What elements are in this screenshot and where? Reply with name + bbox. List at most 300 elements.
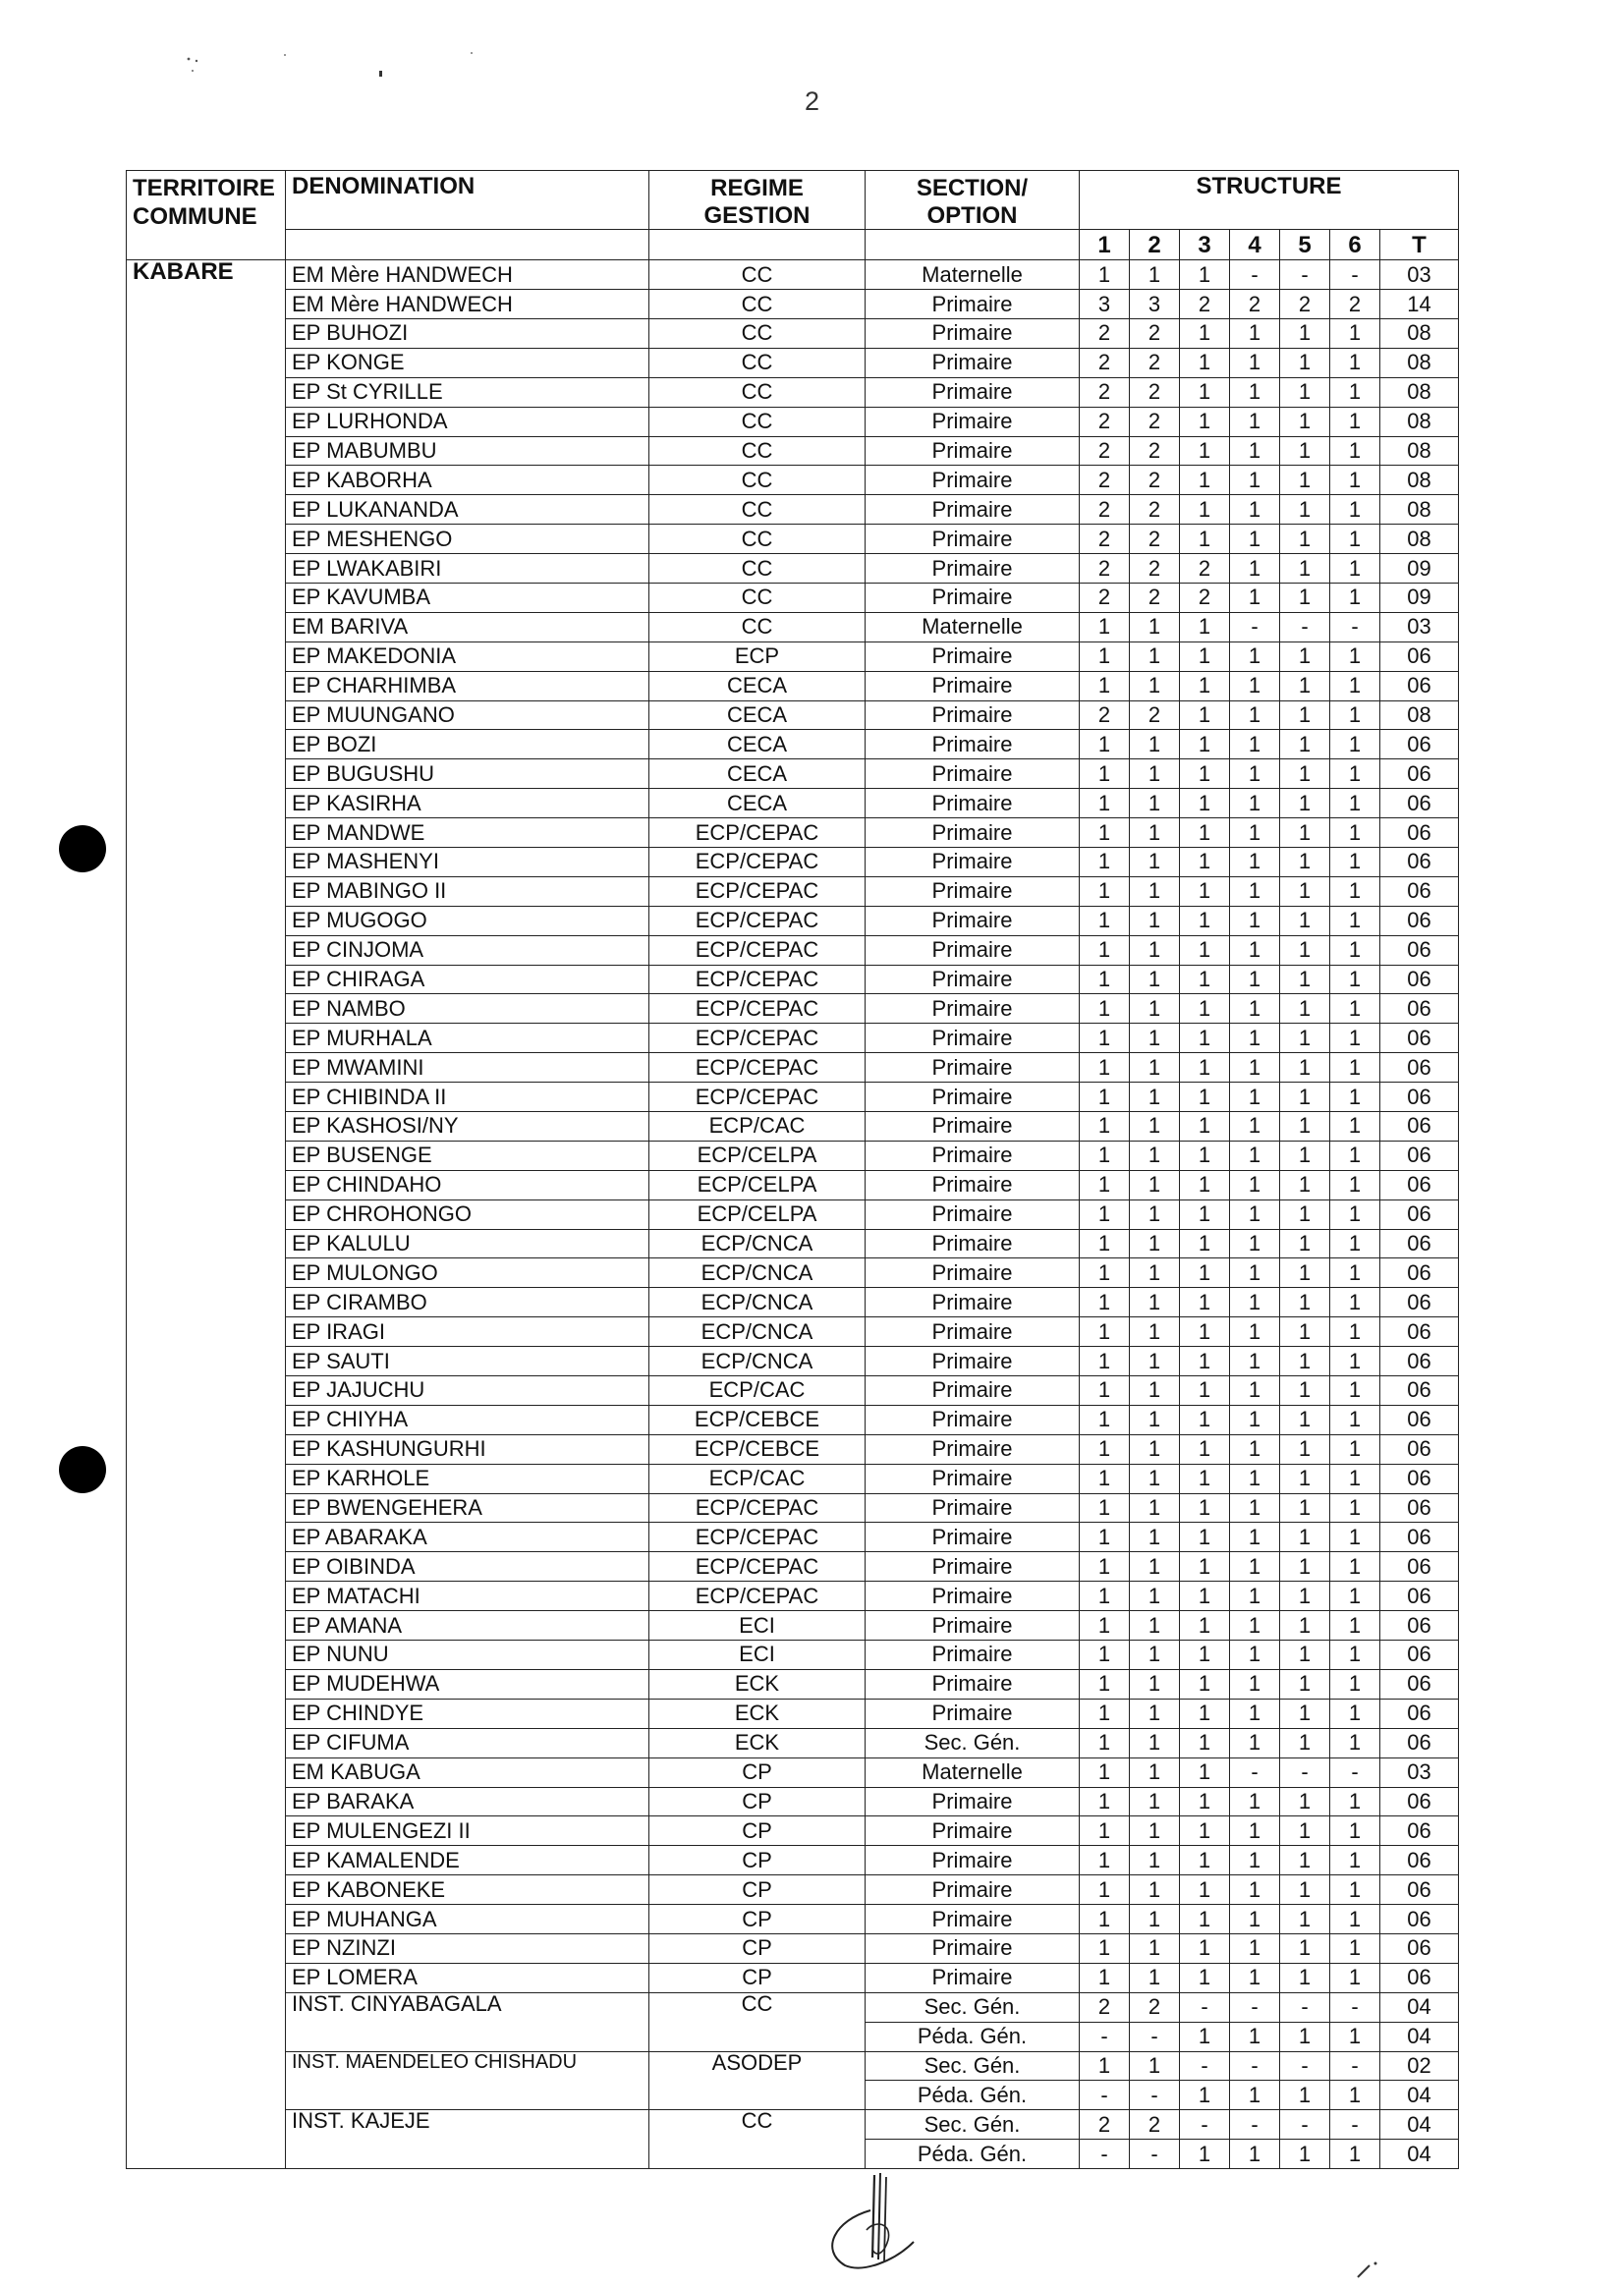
structure-value-3: 1 — [1180, 848, 1230, 877]
structure-total: 06 — [1380, 876, 1459, 906]
territoire-commune-header — [127, 171, 286, 260]
regime-gestion: CC — [649, 495, 866, 525]
table-row — [127, 789, 1459, 818]
structure-value-5: 1 — [1280, 759, 1330, 789]
structure-value-1: 1 — [1080, 906, 1130, 935]
structure-value-6: 1 — [1330, 730, 1380, 759]
structure-value-1: 1 — [1080, 818, 1130, 848]
section-option: Primaire — [866, 1405, 1080, 1434]
structure-value-3: 1 — [1180, 1611, 1230, 1641]
structure-total: 06 — [1380, 1611, 1459, 1641]
structure-value-2: 1 — [1130, 730, 1180, 759]
structure-value-4: 1 — [1230, 1933, 1280, 1963]
structure-value-5: 1 — [1280, 935, 1330, 965]
regime-gestion: CECA — [649, 700, 866, 730]
section-option: Primaire — [866, 525, 1080, 554]
structure-value-3: 1 — [1180, 1347, 1230, 1376]
structure-value-4: 1 — [1230, 1669, 1280, 1699]
section-option: Sec. Gén. — [866, 1992, 1080, 2022]
regime-gestion: CC — [649, 583, 866, 612]
school-name: EP OIBINDA — [286, 1552, 649, 1582]
section-option: Primaire — [866, 1582, 1080, 1611]
structure-value-5: 1 — [1280, 1288, 1330, 1317]
structure-value-1: 2 — [1080, 700, 1130, 730]
table-row — [127, 1669, 1459, 1699]
structure-value-2: 1 — [1130, 1464, 1180, 1493]
regime-gestion: ECP/CNCA — [649, 1317, 866, 1347]
option-label: OPTION — [926, 201, 1018, 229]
structure-value-6: 1 — [1330, 876, 1380, 906]
structure-value-2: 2 — [1130, 2110, 1180, 2140]
structure-value-6: 1 — [1330, 1229, 1380, 1258]
structure-value-3: 1 — [1180, 1846, 1230, 1875]
regime-gestion: CP — [649, 1875, 866, 1905]
structure-value-6: 1 — [1330, 436, 1380, 466]
structure-value-2: 1 — [1130, 1641, 1180, 1670]
table-row — [127, 1288, 1459, 1317]
structure-total: 08 — [1380, 407, 1459, 436]
territoire-cell: KABARE — [127, 260, 286, 2169]
structure-value-2: 1 — [1130, 1582, 1180, 1611]
structure-value-3: 1 — [1180, 348, 1230, 377]
regime-gestion: ECP/CEPAC — [649, 848, 866, 877]
regime-gestion: CC — [649, 318, 866, 348]
structure-value-1: 1 — [1080, 935, 1130, 965]
structure-value-6: 1 — [1330, 641, 1380, 671]
structure-value-4: 1 — [1230, 730, 1280, 759]
regime-gestion: CP — [649, 1963, 866, 1992]
section-option: Primaire — [866, 1170, 1080, 1199]
section-option: Primaire — [866, 1846, 1080, 1875]
corner-pen-mark — [1356, 2259, 1385, 2279]
regime-gestion: CC — [649, 554, 866, 584]
structure-value-6: 1 — [1330, 525, 1380, 554]
structure-value-6: 1 — [1330, 818, 1380, 848]
section-option: Primaire — [866, 906, 1080, 935]
structure-value-5: 1 — [1280, 730, 1330, 759]
structure-value-5: 1 — [1280, 994, 1330, 1024]
school-name: EP KONGE — [286, 348, 649, 377]
structure-value-2: 1 — [1130, 1728, 1180, 1757]
school-name: EP JAJUCHU — [286, 1376, 649, 1406]
table-row — [127, 1024, 1459, 1053]
structure-value-5: 1 — [1280, 1728, 1330, 1757]
structure-value-4: 1 — [1230, 1288, 1280, 1317]
structure-value-3: 1 — [1180, 466, 1230, 495]
section-option: Péda. Gén. — [866, 2022, 1080, 2051]
header-row — [127, 171, 1459, 230]
structure-value-3: 1 — [1180, 1641, 1230, 1670]
school-name: EP MUUNGANO — [286, 700, 649, 730]
regime-gestion: CC — [649, 260, 866, 290]
table-row — [127, 1405, 1459, 1434]
structure-value-6: 1 — [1330, 2022, 1380, 2051]
structure-value-5: 1 — [1280, 1083, 1330, 1112]
structure-value-5: 1 — [1280, 1112, 1330, 1142]
section-option: Primaire — [866, 965, 1080, 994]
table-row — [127, 876, 1459, 906]
school-name: EP MASHENYI — [286, 848, 649, 877]
structure-col-1: 1 — [1080, 230, 1130, 260]
structure-value-2: 1 — [1130, 906, 1180, 935]
structure-value-3: 1 — [1180, 935, 1230, 965]
structure-value-3: 1 — [1180, 1875, 1230, 1905]
structure-value-6: 1 — [1330, 377, 1380, 407]
regime-gestion: CP — [649, 1846, 866, 1875]
structure-value-2: 2 — [1130, 348, 1180, 377]
structure-value-2: 2 — [1130, 583, 1180, 612]
structure-value-5: 1 — [1280, 583, 1330, 612]
structure-value-4: 1 — [1230, 1787, 1280, 1816]
structure-total: 14 — [1380, 290, 1459, 319]
regime-label: REGIME — [710, 175, 804, 201]
structure-value-6: 1 — [1330, 407, 1380, 436]
structure-value-1: 1 — [1080, 994, 1130, 1024]
structure-value-2: - — [1130, 2140, 1180, 2169]
structure-value-4: 1 — [1230, 1552, 1280, 1582]
school-name: EP CHINDYE — [286, 1699, 649, 1728]
structure-total: 06 — [1380, 1699, 1459, 1728]
structure-value-6: 1 — [1330, 1258, 1380, 1288]
structure-value-1: 1 — [1080, 1787, 1130, 1816]
structure-value-6: 1 — [1330, 2081, 1380, 2110]
structure-value-5: 1 — [1280, 1905, 1330, 1934]
structure-value-4: 1 — [1230, 2081, 1280, 2110]
structure-value-3: 1 — [1180, 1024, 1230, 1053]
structure-col-total: T — [1380, 230, 1459, 260]
structure-value-5: 1 — [1280, 848, 1330, 877]
regime-subheader-blank — [649, 230, 866, 260]
school-name: EP St CYRILLE — [286, 377, 649, 407]
table-row — [127, 1846, 1459, 1875]
table-row — [127, 818, 1459, 848]
table-row — [127, 1493, 1459, 1523]
structure-value-5: 1 — [1280, 554, 1330, 584]
regime-gestion: ECP/CEPAC — [649, 994, 866, 1024]
structure-total: 06 — [1380, 1523, 1459, 1552]
table-row — [127, 318, 1459, 348]
structure-value-6: 1 — [1330, 1493, 1380, 1523]
table-row — [127, 1053, 1459, 1083]
structure-value-1: 2 — [1080, 348, 1130, 377]
structure-value-6: - — [1330, 260, 1380, 290]
structure-value-2: 1 — [1130, 1552, 1180, 1582]
regime-gestion: CC — [649, 466, 866, 495]
structure-value-3: 1 — [1180, 1317, 1230, 1347]
structure-value-6: - — [1330, 1992, 1380, 2022]
structure-value-5: 1 — [1280, 1405, 1330, 1434]
structure-value-4: 1 — [1230, 554, 1280, 584]
structure-value-1: 1 — [1080, 1347, 1130, 1376]
structure-value-1: 2 — [1080, 554, 1130, 584]
structure-value-6: 1 — [1330, 1905, 1380, 1934]
structure-value-2: 1 — [1130, 641, 1180, 671]
section-option: Primaire — [866, 759, 1080, 789]
structure-value-3: 1 — [1180, 1523, 1230, 1552]
structure-value-1: 1 — [1080, 1258, 1130, 1288]
structure-total: 06 — [1380, 1405, 1459, 1434]
section-option: Primaire — [866, 1963, 1080, 1992]
structure-value-1: 1 — [1080, 2051, 1130, 2081]
structure-value-1: 1 — [1080, 1728, 1130, 1757]
section-option: Primaire — [866, 466, 1080, 495]
structure-value-6: 1 — [1330, 2140, 1380, 2169]
section-option: Primaire — [866, 789, 1080, 818]
school-name: EP NAMBO — [286, 994, 649, 1024]
structure-col-4: 4 — [1230, 230, 1280, 260]
structure-value-6: 1 — [1330, 1552, 1380, 1582]
structure-value-6: 1 — [1330, 1582, 1380, 1611]
structure-value-4: 1 — [1230, 348, 1280, 377]
school-name: EP KASHUNGURHI — [286, 1434, 649, 1464]
structure-value-5: 1 — [1280, 407, 1330, 436]
regime-gestion: CC — [649, 525, 866, 554]
structure-value-2: 1 — [1130, 1024, 1180, 1053]
school-name: EP MULONGO — [286, 1258, 649, 1288]
structure-value-2: 2 — [1130, 554, 1180, 584]
structure-value-3: 1 — [1180, 1699, 1230, 1728]
structure-value-5: 1 — [1280, 1552, 1330, 1582]
table-row — [127, 612, 1459, 641]
binder-punch-hole — [59, 825, 106, 872]
school-name: EP LOMERA — [286, 1963, 649, 1992]
structure-header: STRUCTURE — [1080, 171, 1459, 230]
structure-value-5: 1 — [1280, 348, 1330, 377]
structure-total: 03 — [1380, 260, 1459, 290]
structure-value-3: 1 — [1180, 495, 1230, 525]
structure-value-5: 1 — [1280, 1611, 1330, 1641]
school-name: EP CHIBINDA II — [286, 1083, 649, 1112]
structure-value-2: 1 — [1130, 1405, 1180, 1434]
structure-total: 06 — [1380, 1317, 1459, 1347]
structure-value-5: 1 — [1280, 1493, 1330, 1523]
structure-value-2: 1 — [1130, 876, 1180, 906]
structure-value-4: - — [1230, 612, 1280, 641]
table-row — [127, 554, 1459, 584]
structure-value-6: 1 — [1330, 1199, 1380, 1229]
structure-value-3: 1 — [1180, 876, 1230, 906]
structure-value-4: 1 — [1230, 1963, 1280, 1992]
structure-value-5: - — [1280, 612, 1330, 641]
structure-value-6: - — [1330, 612, 1380, 641]
school-name: EP KASIRHA — [286, 789, 649, 818]
structure-value-2: 1 — [1130, 848, 1180, 877]
school-name: EP MUDEHWA — [286, 1669, 649, 1699]
table-row — [127, 994, 1459, 1024]
school-name: EP MABINGO II — [286, 876, 649, 906]
structure-value-5: 1 — [1280, 1199, 1330, 1229]
regime-gestion: ECP/CEPAC — [649, 1523, 866, 1552]
school-name: EP CINJOMA — [286, 935, 649, 965]
structure-total: 06 — [1380, 935, 1459, 965]
section-option: Primaire — [866, 290, 1080, 319]
structure-total: 06 — [1380, 1199, 1459, 1229]
structure-total: 06 — [1380, 965, 1459, 994]
table-row — [127, 1992, 1459, 2022]
table-row — [127, 436, 1459, 466]
school-name: EP BWENGEHERA — [286, 1493, 649, 1523]
structure-value-3: 1 — [1180, 759, 1230, 789]
section-option: Primaire — [866, 1053, 1080, 1083]
structure-value-4: 1 — [1230, 1083, 1280, 1112]
regime-gestion: CC — [649, 612, 866, 641]
structure-value-5: 2 — [1280, 290, 1330, 319]
structure-value-1: 1 — [1080, 1083, 1130, 1112]
structure-value-3: 1 — [1180, 1816, 1230, 1846]
regime-gestion: CECA — [649, 730, 866, 759]
regime-gestion: ECK — [649, 1728, 866, 1757]
structure-value-2: 1 — [1130, 1757, 1180, 1787]
structure-value-5: 1 — [1280, 436, 1330, 466]
structure-total: 04 — [1380, 2081, 1459, 2110]
section-option: Primaire — [866, 1552, 1080, 1582]
structure-value-6: - — [1330, 2051, 1380, 2081]
structure-value-4: 1 — [1230, 407, 1280, 436]
structure-value-3: 2 — [1180, 583, 1230, 612]
handwritten-signature — [815, 2171, 924, 2279]
section-option: Primaire — [866, 1787, 1080, 1816]
structure-value-3: 1 — [1180, 1787, 1230, 1816]
section-option: Primaire — [866, 318, 1080, 348]
structure-value-5: - — [1280, 2110, 1330, 2140]
institute-name: INST. CINYABAGALA — [286, 1992, 649, 2051]
structure-value-3: 1 — [1180, 671, 1230, 700]
structure-value-2: 1 — [1130, 1288, 1180, 1317]
structure-value-5: 1 — [1280, 2140, 1330, 2169]
structure-value-5: 1 — [1280, 1434, 1330, 1464]
structure-subheader-row — [127, 230, 1459, 260]
structure-value-6: 1 — [1330, 1288, 1380, 1317]
structure-value-3: 1 — [1180, 318, 1230, 348]
structure-value-1: 2 — [1080, 1992, 1130, 2022]
structure-value-3: 1 — [1180, 789, 1230, 818]
structure-value-6: 1 — [1330, 1464, 1380, 1493]
structure-value-4: 1 — [1230, 818, 1280, 848]
structure-value-4: 1 — [1230, 1112, 1280, 1142]
school-name: EP SAUTI — [286, 1347, 649, 1376]
structure-value-5: 1 — [1280, 1258, 1330, 1288]
section-option: Primaire — [866, 1816, 1080, 1846]
structure-value-4: 1 — [1230, 1024, 1280, 1053]
structure-value-6: 1 — [1330, 1317, 1380, 1347]
structure-value-2: 1 — [1130, 1669, 1180, 1699]
section-option: Primaire — [866, 1288, 1080, 1317]
structure-value-3: 1 — [1180, 730, 1230, 759]
structure-value-5: 1 — [1280, 818, 1330, 848]
structure-value-2: 1 — [1130, 994, 1180, 1024]
structure-value-1: 2 — [1080, 525, 1130, 554]
school-name: EP MUGOGO — [286, 906, 649, 935]
structure-value-2: 1 — [1130, 1699, 1180, 1728]
structure-value-3: 1 — [1180, 1905, 1230, 1934]
structure-value-6: 1 — [1330, 1669, 1380, 1699]
structure-value-5: 1 — [1280, 789, 1330, 818]
structure-value-1: 1 — [1080, 1816, 1130, 1846]
section-option: Primaire — [866, 583, 1080, 612]
structure-value-3: 1 — [1180, 1112, 1230, 1142]
structure-value-1: 1 — [1080, 1170, 1130, 1199]
structure-value-3: 1 — [1180, 525, 1230, 554]
structure-value-3: 1 — [1180, 407, 1230, 436]
regime-gestion: ECK — [649, 1699, 866, 1728]
regime-gestion: ECP/CAC — [649, 1112, 866, 1142]
denomination-subheader-blank — [286, 230, 649, 260]
structure-value-5: 1 — [1280, 1816, 1330, 1846]
section-option: Primaire — [866, 1347, 1080, 1376]
structure-value-1: 1 — [1080, 789, 1130, 818]
structure-total: 06 — [1380, 1787, 1459, 1816]
structure-total: 06 — [1380, 1083, 1459, 1112]
table-row — [127, 1905, 1459, 1934]
structure-value-1: 1 — [1080, 1905, 1130, 1934]
structure-value-3: 1 — [1180, 1728, 1230, 1757]
structure-value-2: 2 — [1130, 466, 1180, 495]
regime-gestion: ECP/CAC — [649, 1376, 866, 1406]
structure-value-3: 1 — [1180, 612, 1230, 641]
structure-value-1: 1 — [1080, 759, 1130, 789]
school-name: EP KAVUMBA — [286, 583, 649, 612]
section-option: Primaire — [866, 1229, 1080, 1258]
structure-total: 08 — [1380, 348, 1459, 377]
structure-value-2: 1 — [1130, 1141, 1180, 1170]
structure-value-6: 1 — [1330, 1083, 1380, 1112]
structure-value-6: 1 — [1330, 1816, 1380, 1846]
table-row — [127, 407, 1459, 436]
structure-value-5: 1 — [1280, 1933, 1330, 1963]
structure-value-2: 1 — [1130, 1875, 1180, 1905]
structure-value-2: 2 — [1130, 1992, 1180, 2022]
structure-value-4: 1 — [1230, 994, 1280, 1024]
section-option: Primaire — [866, 1083, 1080, 1112]
structure-total: 06 — [1380, 1288, 1459, 1317]
table-row — [127, 700, 1459, 730]
structure-value-6: 1 — [1330, 1728, 1380, 1757]
structure-value-1: 1 — [1080, 1024, 1130, 1053]
structure-value-3: 1 — [1180, 1229, 1230, 1258]
structure-value-1: 1 — [1080, 876, 1130, 906]
structure-value-2: 1 — [1130, 935, 1180, 965]
page-number: 2 — [804, 86, 820, 116]
structure-value-2: 1 — [1130, 1347, 1180, 1376]
structure-value-5: 1 — [1280, 2022, 1330, 2051]
table-row — [127, 671, 1459, 700]
school-name: EP LURHONDA — [286, 407, 649, 436]
structure-value-6: 1 — [1330, 965, 1380, 994]
table-row — [127, 377, 1459, 407]
structure-value-4: 1 — [1230, 466, 1280, 495]
school-name: EM Mère HANDWECH — [286, 260, 649, 290]
structure-value-5: 1 — [1280, 965, 1330, 994]
school-name: EP MANDWE — [286, 818, 649, 848]
structure-value-3: 1 — [1180, 1053, 1230, 1083]
structure-value-3: 1 — [1180, 1405, 1230, 1434]
structure-value-1: 1 — [1080, 1434, 1130, 1464]
school-name: EP CHROHONGO — [286, 1199, 649, 1229]
structure-value-3: 1 — [1180, 1170, 1230, 1199]
structure-value-3: 1 — [1180, 2081, 1230, 2110]
regime-gestion: CP — [649, 1933, 866, 1963]
structure-value-4: 1 — [1230, 1464, 1280, 1493]
structure-value-2: 1 — [1130, 1963, 1180, 1992]
structure-value-6: 1 — [1330, 671, 1380, 700]
regime-gestion: ECI — [649, 1641, 866, 1670]
section-subheader-blank — [866, 230, 1080, 260]
table-row — [127, 466, 1459, 495]
section-option: Primaire — [866, 436, 1080, 466]
structure-total: 08 — [1380, 377, 1459, 407]
structure-value-6: 1 — [1330, 1933, 1380, 1963]
section-option: Primaire — [866, 554, 1080, 584]
